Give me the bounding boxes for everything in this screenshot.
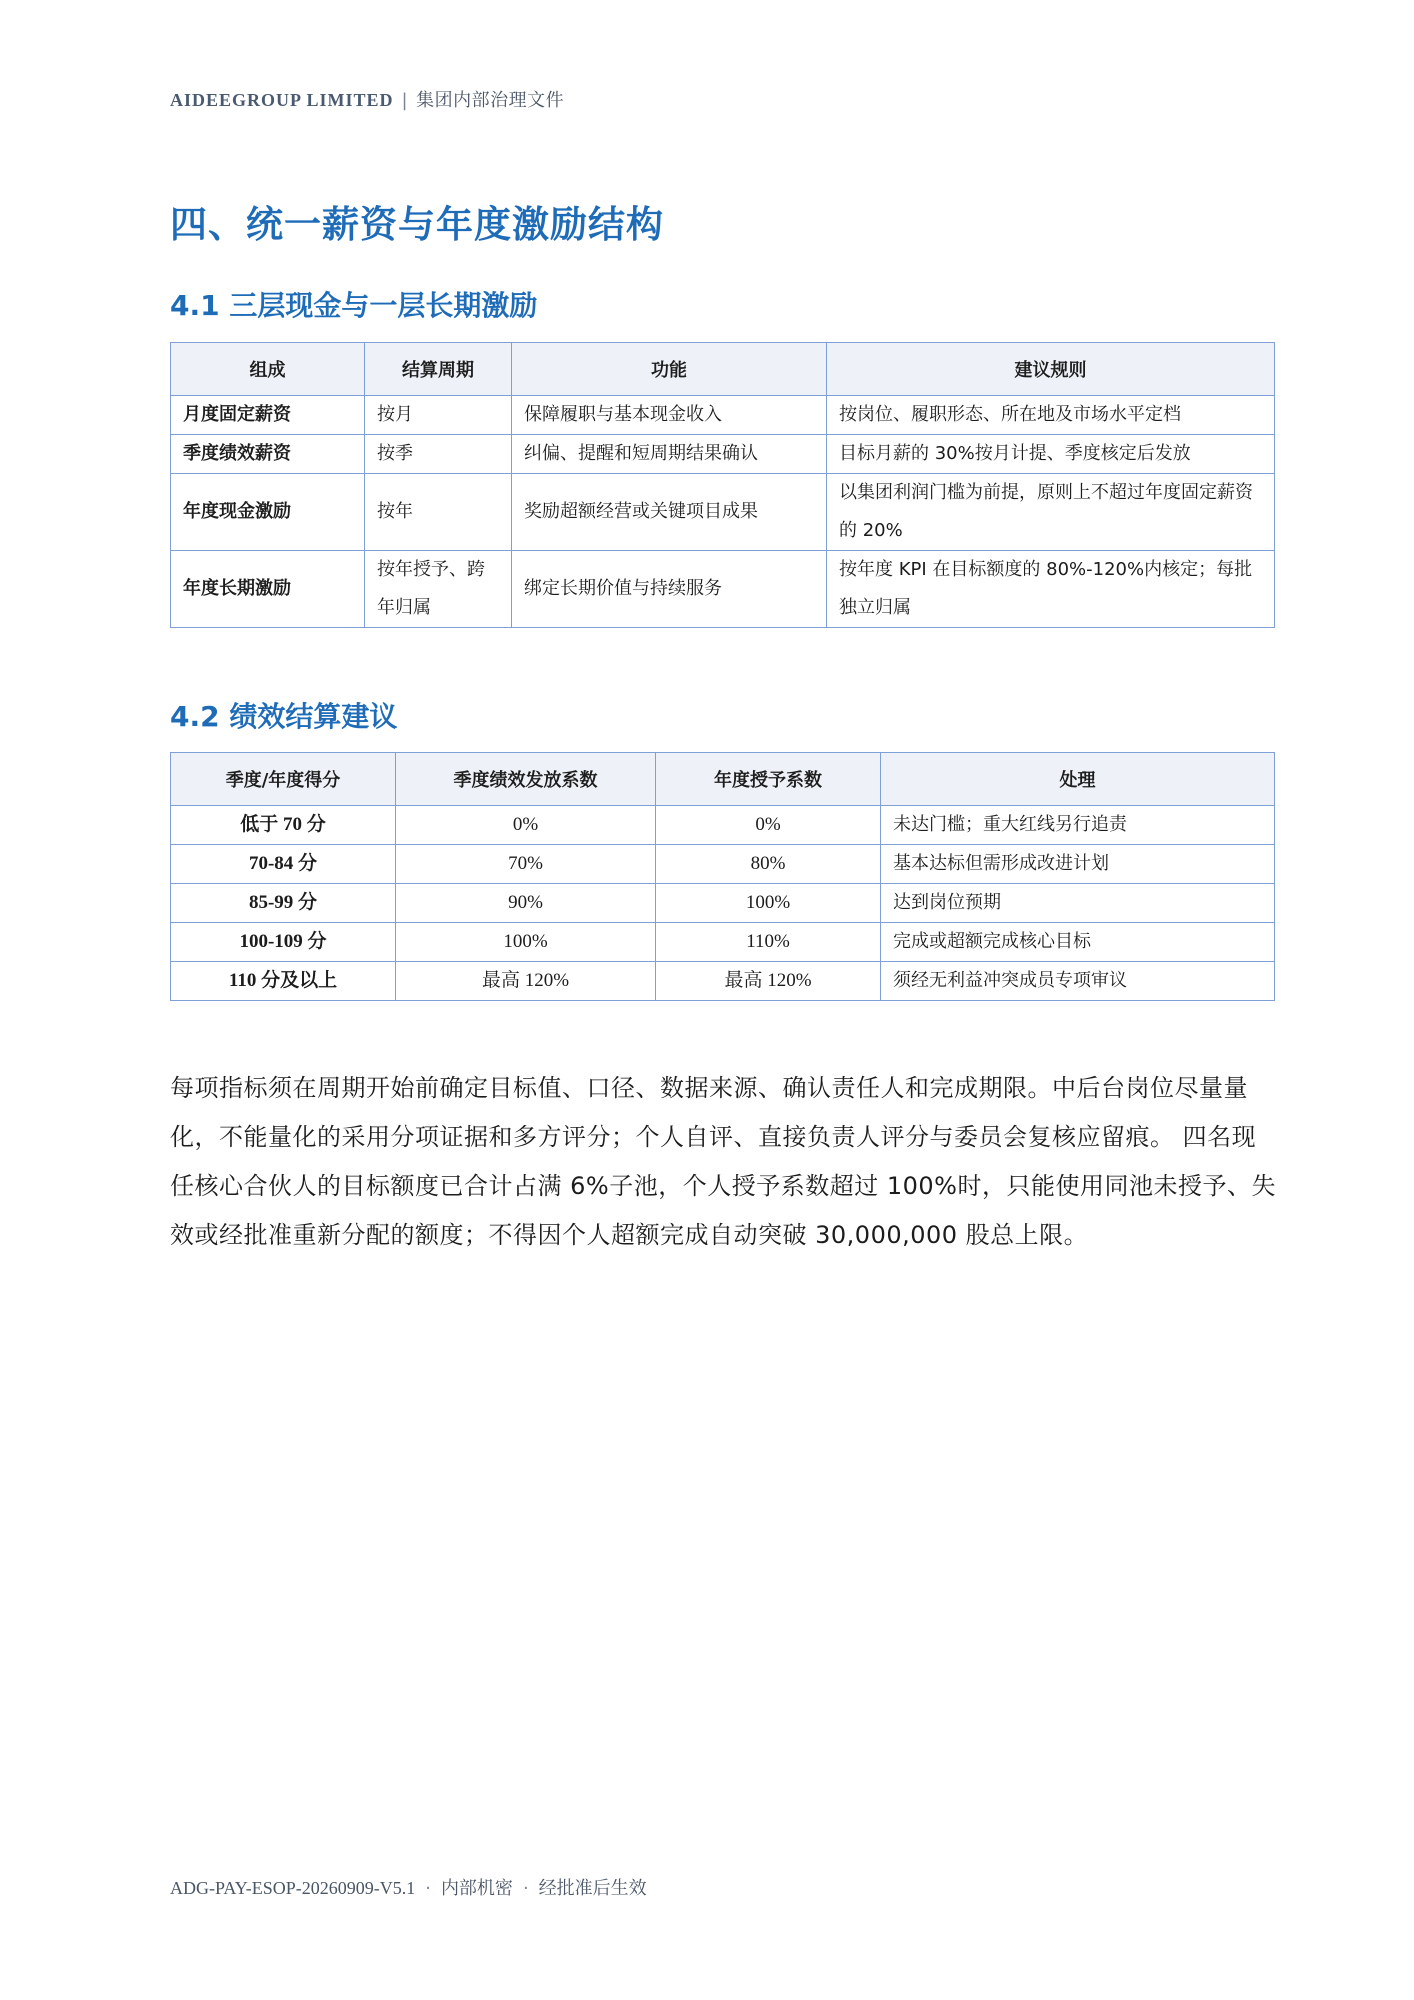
column-header: 处理: [881, 753, 1275, 806]
section-title: 四、统一薪资与年度激励结构: [170, 203, 664, 246]
annual-grant-coefficient: 最高 120%: [656, 962, 881, 1001]
subsection-title-4-1: 4.1 三层现金与一层长期激励: [170, 289, 538, 322]
quarterly-coefficient: 90%: [396, 884, 656, 923]
function-cell: 绑定长期价值与持续服务: [512, 551, 827, 628]
function-cell: 奖励超额经营或关键项目成果: [512, 474, 827, 551]
table-row: [171, 435, 1275, 474]
performance-settlement-table: [170, 752, 1275, 1001]
table-row: [171, 845, 1275, 884]
handling-cell: 基本达标但需形成改进计划: [881, 845, 1275, 884]
settlement-cycle: 按月: [365, 396, 512, 435]
handling-cell: 未达门槛；重大红线另行追责: [881, 806, 1275, 845]
annual-grant-coefficient: 110%: [656, 923, 881, 962]
column-header: 年度授予系数: [656, 753, 881, 806]
score-range: 70-84 分: [171, 845, 396, 884]
score-range: 低于 70 分: [171, 806, 396, 845]
settlement-cycle: 按年授予、跨年归属: [365, 551, 512, 628]
component-name: 年度长期激励: [171, 551, 365, 628]
component-name: 年度现金激励: [171, 474, 365, 551]
table-row: [171, 806, 1275, 845]
quarterly-coefficient: 最高 120%: [396, 962, 656, 1001]
footer-separator: ·: [425, 1878, 431, 1899]
column-header: 功能: [512, 343, 827, 396]
table-row: [171, 396, 1275, 435]
annual-grant-coefficient: 80%: [656, 845, 881, 884]
component-name: 季度绩效薪资: [171, 435, 365, 474]
document-code: ADG-PAY-ESOP-20260909-V5.1: [170, 1878, 416, 1898]
score-range: 110 分及以上: [171, 962, 396, 1001]
table-row: [171, 551, 1275, 628]
quarterly-coefficient: 0%: [396, 806, 656, 845]
page-footer: [170, 1874, 647, 1900]
header-separator: |: [401, 90, 409, 111]
column-header: 建议规则: [827, 343, 1275, 396]
footer-separator: ·: [522, 1878, 529, 1899]
column-header: 季度绩效发放系数: [396, 753, 656, 806]
settlement-cycle: 按年: [365, 474, 512, 551]
score-range: 85-99 分: [171, 884, 396, 923]
quarterly-coefficient: 100%: [396, 923, 656, 962]
body-paragraph: 每项指标须在周期开始前确定目标值、口径、数据来源、确认责任人和完成期限。中后台岗位尽量量化，不能量化的采用分项证据和多方评分；个人自评、直接负责人评分与委员会复核应留痕。 四名现任核心合伙人的目标额度已合计占满 6%子池，个人授予系数超过 100%时，只能使用同池未授予、失效或经批准重新分配的额度；不得因个人超额完成自动突破 30,000,000 股总上限。: [170, 1074, 1276, 1249]
table-row: [171, 884, 1275, 923]
score-range: 100-109 分: [171, 923, 396, 962]
settlement-cycle: 按季: [365, 435, 512, 474]
company-name: AIDEEGROUP LIMITED: [170, 90, 394, 110]
column-header: 结算周期: [365, 343, 512, 396]
table-row: [171, 923, 1275, 962]
confidentiality-label: 内部机密: [440, 1878, 513, 1899]
quarterly-coefficient: 70%: [396, 845, 656, 884]
handling-cell: 达到岗位预期: [881, 884, 1275, 923]
table-header-row: [171, 343, 1275, 396]
component-name: 月度固定薪资: [171, 396, 365, 435]
column-header: 季度/年度得分: [171, 753, 396, 806]
table-row: [171, 474, 1275, 551]
handling-cell: 完成或超额完成核心目标: [881, 923, 1275, 962]
rule-cell: 目标月薪的 30%按月计提、季度核定后发放: [827, 435, 1275, 474]
handling-cell: 须经无利益冲突成员专项审议: [881, 962, 1275, 1001]
effective-label: 经批准后生效: [538, 1878, 647, 1899]
annual-grant-coefficient: 0%: [656, 806, 881, 845]
function-cell: 保障履职与基本现金收入: [512, 396, 827, 435]
table-row: [171, 962, 1275, 1001]
rule-cell: 以集团利润门槛为前提，原则上不超过年度固定薪资的 20%: [827, 474, 1275, 551]
rule-cell: 按年度 KPI 在目标额度的 80%-120%内核定；每批独立归属: [827, 551, 1275, 628]
function-cell: 纠偏、提醒和短周期结果确认: [512, 435, 827, 474]
subsection-title-4-2: 4.2 绩效结算建议: [170, 700, 398, 733]
document-type: 集团内部治理文件: [416, 90, 565, 111]
rule-cell: 按岗位、履职形态、所在地及市场水平定档: [827, 396, 1275, 435]
compensation-structure-table: [170, 342, 1275, 628]
running-header: [170, 86, 564, 112]
column-header: 组成: [171, 343, 365, 396]
annual-grant-coefficient: 100%: [656, 884, 881, 923]
table-header-row: [171, 753, 1275, 806]
